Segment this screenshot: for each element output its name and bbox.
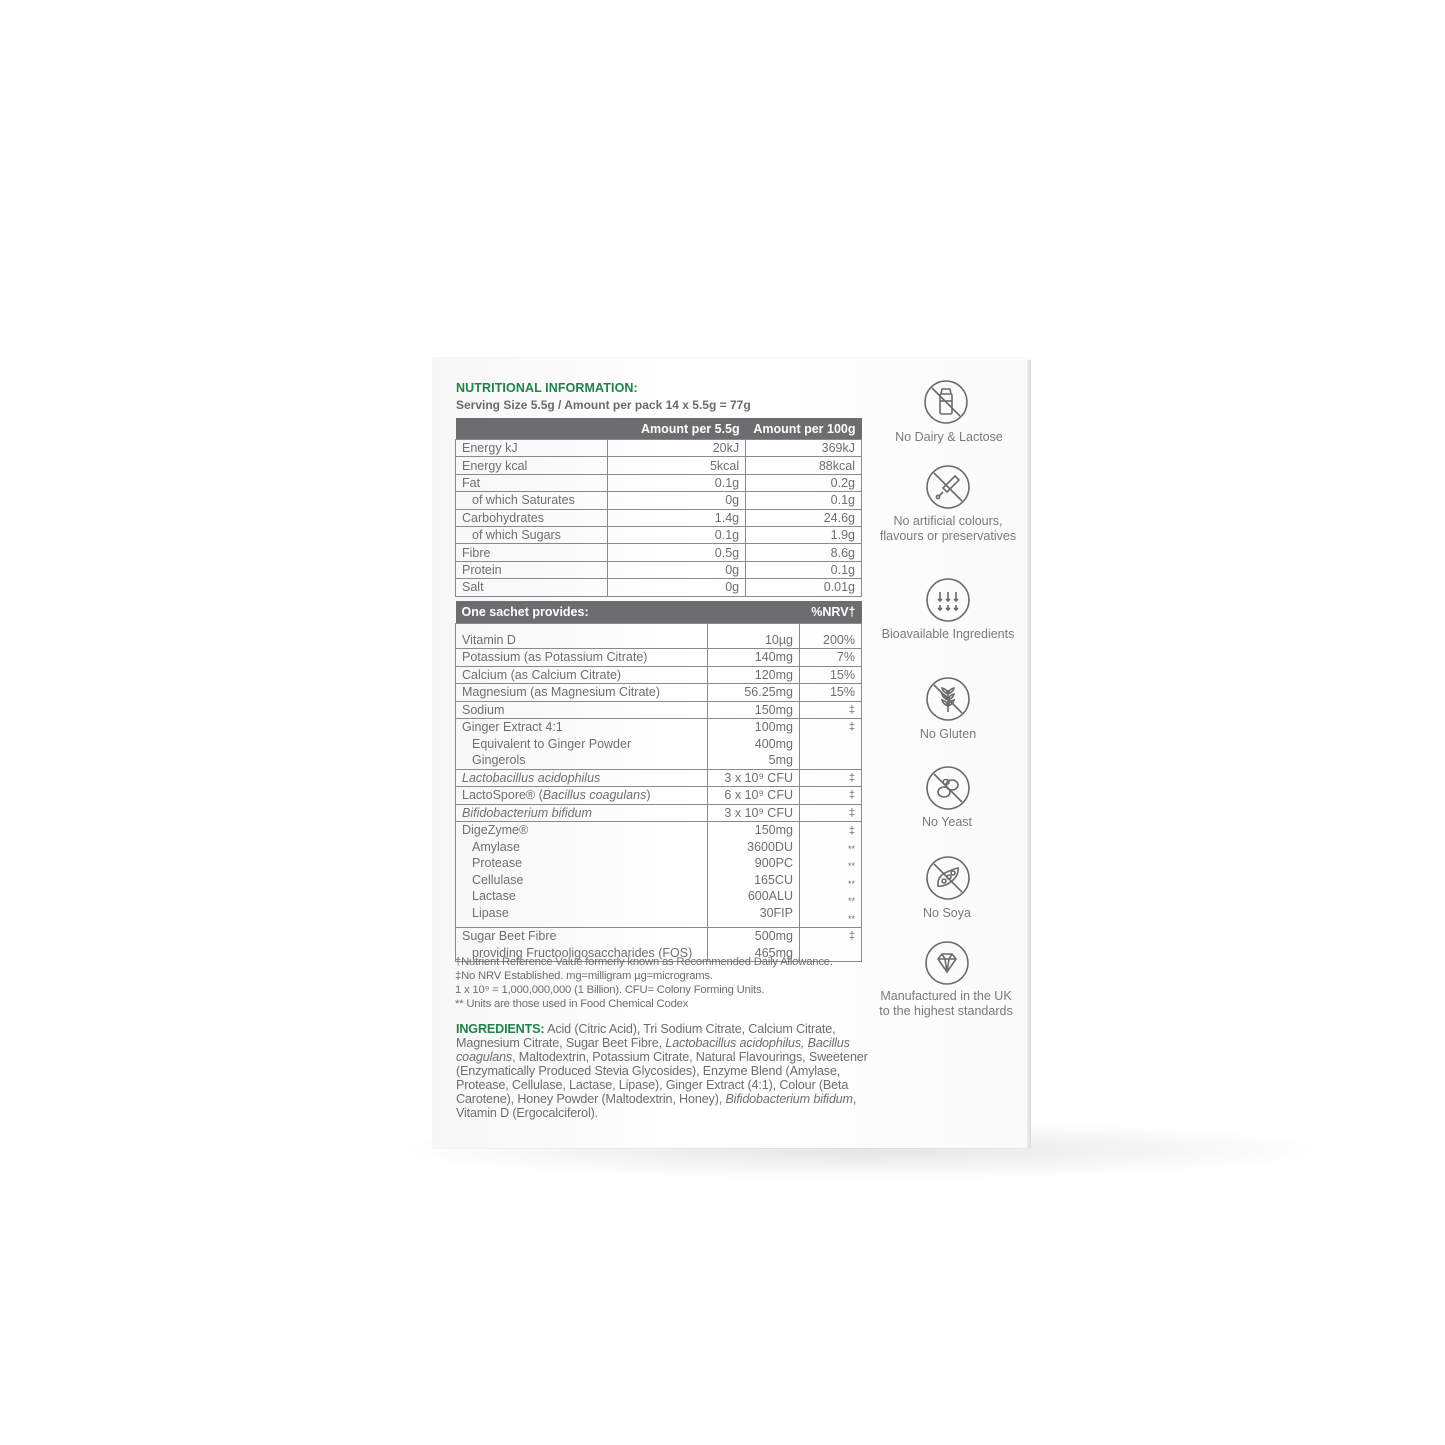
table-row — [456, 649, 862, 667]
row-value: 150mg — [708, 701, 800, 719]
enzyme-label: Amylase — [472, 839, 520, 854]
row-value: 1.9g — [746, 526, 862, 543]
enzyme-amount: 600ALU — [747, 889, 793, 903]
row-value: 5kcal — [608, 457, 746, 474]
table-row — [456, 440, 862, 457]
nutrition-heading: NUTRITIONAL INFORMATION: — [456, 381, 638, 395]
serving-size: Serving Size 5.5g / Amount per pack 14 x 5.5g = 77g — [456, 398, 751, 412]
row-value: 140mg — [708, 649, 800, 667]
footnotes — [455, 955, 833, 1011]
row-nrv: 7% — [800, 649, 862, 667]
row-nrv: ‡ — [800, 769, 862, 787]
enzyme-amount: 30FIP — [759, 905, 793, 920]
header-per-serving: Amount per 5.5g — [608, 418, 746, 440]
row-nrv: ‡ — [800, 804, 862, 822]
enzyme-nrv: ** — [847, 896, 855, 906]
row-label: Bifidobacterium bifidum — [456, 804, 708, 822]
ginger-equivalent-amount: 400mg — [754, 736, 793, 751]
row-value: 0.1g — [608, 526, 746, 543]
row-value: 0g — [608, 561, 746, 578]
row-label — [456, 787, 708, 805]
table-row — [456, 457, 862, 474]
nutrition-table — [455, 418, 862, 597]
no-artificial-icon — [925, 464, 971, 510]
table-row — [456, 474, 862, 491]
enzyme-label: Lipase — [472, 905, 509, 920]
row-value: 3 x 10⁹ CFU — [708, 804, 800, 822]
enzyme-label: Lactase — [472, 889, 516, 903]
row-label: Salt — [456, 579, 608, 596]
badge-label: No Gluten — [919, 727, 977, 741]
box-side-edge — [1027, 360, 1031, 1148]
row-nrv: ‡ — [800, 928, 862, 962]
row-value: 0.5g — [608, 544, 746, 561]
nrv-header: %NRV† — [800, 601, 862, 624]
row-label — [456, 719, 708, 770]
row-label: Protein — [456, 561, 608, 578]
footnote: 1 x 10⁹ = 1,000,000,000 (1 Billion). CFU= Colony Forming Units. — [455, 984, 765, 996]
row-value — [708, 822, 800, 928]
ingredients-italic: Bifidobacterium bifidum — [725, 1092, 853, 1106]
row-value: 0.1g — [608, 474, 746, 491]
ginger-amount: 100mg — [754, 720, 793, 734]
digezyme-amount: 150mg — [754, 823, 793, 837]
sachet-table — [455, 601, 862, 962]
row-value: 0.01g — [746, 579, 862, 596]
sugar-beet-amount: 500mg — [754, 929, 793, 943]
table-row — [456, 719, 862, 770]
digezyme-label: DigeZyme® — [462, 823, 529, 837]
lactospore-close: ) — [646, 788, 651, 802]
row-value: 10µg — [708, 632, 800, 649]
no-dairy-icon — [923, 379, 969, 425]
badge-label: No Soya — [923, 906, 971, 920]
no-yeast-icon — [925, 765, 971, 811]
row-label — [456, 822, 708, 928]
digezyme-nrv: ‡ — [848, 825, 855, 837]
row-value: 369kJ — [746, 440, 862, 457]
row-label: Energy kcal — [456, 457, 608, 474]
table-row — [456, 684, 862, 702]
table-row — [456, 632, 862, 649]
table-row — [456, 509, 862, 526]
row-value: 0g — [608, 492, 746, 509]
sugar-beet-label: Sugar Beet Fibre — [462, 929, 557, 943]
footnote: ** Units are those used in Food Chemical Codex — [455, 998, 689, 1010]
row-value: 6 x 10⁹ CFU — [708, 787, 800, 805]
lactospore-species: Bacillus coagulans — [542, 788, 647, 802]
ingredients-text — [456, 1022, 886, 1120]
row-label: Fat — [456, 474, 608, 491]
ingredients-italic: Lactobacillus acidophilus, Bacillus coagulans — [456, 1036, 850, 1064]
row-nrv — [800, 822, 862, 928]
row-nrv: ‡ — [800, 701, 862, 719]
row-label: of which Sugars — [456, 526, 608, 543]
row-label: Potassium (as Potassium Citrate) — [456, 649, 708, 667]
enzyme-nrv: ** — [847, 843, 855, 854]
badge-label: No Dairy & Lactose — [895, 430, 1003, 444]
table-row — [456, 666, 862, 684]
fos-label: providing Fructooligosaccharides (FOS) — [472, 945, 693, 960]
table-row — [456, 769, 862, 787]
diamond-icon — [924, 940, 970, 986]
row-value: 0.1g — [746, 492, 862, 509]
row-value — [708, 719, 800, 770]
table-row — [456, 787, 862, 805]
row-label: Lactobacillus acidophilus — [456, 769, 708, 787]
enzyme-nrv: ** — [847, 913, 855, 924]
row-nrv: 200% — [800, 632, 862, 649]
row-value: 1.4g — [608, 509, 746, 526]
box-reflection — [433, 1152, 1030, 1272]
row-label: Sodium — [456, 701, 708, 719]
enzyme-amount: 165CU — [754, 872, 793, 887]
table-row — [456, 492, 862, 509]
lactospore-label: LactoSpore® ( — [462, 788, 543, 802]
row-label: Energy kJ — [456, 440, 608, 457]
table-row — [456, 624, 862, 632]
row-label: Calcium (as Calcium Citrate) — [456, 666, 708, 684]
table-row — [456, 701, 862, 719]
ginger-equivalent-label: Equivalent to Ginger Powder — [472, 736, 632, 751]
row-nrv: ‡ — [800, 719, 862, 770]
ginger-label: Ginger Extract 4:1 — [462, 720, 563, 734]
row-value: 0.1g — [746, 561, 862, 578]
table-row — [456, 579, 862, 596]
badge-label: No artificial colours, flavours or preservatives — [879, 514, 1017, 543]
no-soya-icon — [925, 855, 971, 901]
table-row — [456, 561, 862, 578]
table-row — [456, 544, 862, 561]
badge-label: No Yeast — [921, 815, 973, 829]
enzyme-label: Cellulase — [472, 872, 524, 887]
row-value: 0.2g — [746, 474, 862, 491]
row-value: 88kcal — [746, 457, 862, 474]
table-row — [456, 526, 862, 543]
enzyme-amount: 900PC — [754, 856, 793, 870]
enzyme-amount: 3600DU — [747, 839, 793, 854]
ingredients-part: , Maltodextrin, Potassium Citrate, Natural Flavourings, Sweetener (Enzymatically Produced Stevia Glycosides), Enzyme Blend (Amylase, Protease, Cellulase, Lactase, Lipase), Ginger Extract (4:1), Colour (Beta Carotene), Honey Powder (Maltodextrin, Honey), — [456, 1050, 868, 1106]
row-nrv: 15% — [800, 684, 862, 702]
row-label: of which Saturates — [456, 492, 608, 509]
row-nrv: ‡ — [800, 787, 862, 805]
fos-amount: 465mg — [754, 945, 793, 960]
row-value: 3 x 10⁹ CFU — [708, 769, 800, 787]
footnote: ‡No NRV Established. mg=milligram µg=micrograms. — [455, 970, 713, 982]
row-value: 0g — [608, 579, 746, 596]
badge-label: Bioavailable Ingredients — [881, 627, 1015, 641]
gingerols-amount: 5mg — [768, 753, 793, 767]
badge-label: Manufactured in the UK to the highest standards — [879, 989, 1013, 1018]
row-value: 120mg — [708, 666, 800, 684]
bioavailable-icon — [925, 577, 971, 623]
gingerols-label: Gingerols — [472, 753, 526, 767]
ingredients-label: INGREDIENTS: — [456, 1022, 545, 1036]
row-value: 56.25mg — [708, 684, 800, 702]
footnote: †Nutrient Reference Value formerly known as Recommended Daily Allowance. — [455, 956, 833, 968]
row-label: Vitamin D — [456, 632, 708, 649]
table-row — [456, 822, 862, 928]
sachet-table-header — [456, 601, 862, 624]
row-label: Fibre — [456, 544, 608, 561]
enzyme-nrv: ** — [847, 861, 855, 871]
row-label: Carbohydrates — [456, 509, 608, 526]
enzyme-nrv: ** — [847, 878, 855, 889]
header-blank — [456, 418, 608, 440]
ingredients-part: , Vitamin D (Ergocalciferol). — [456, 1092, 857, 1120]
row-value: 20kJ — [608, 440, 746, 457]
ingredients-part: Acid (Citric Acid), Tri Sodium Citrate, Calcium Citrate, Magnesium Citrate, Sugar Beet Fibre, — [456, 1022, 836, 1050]
header-per-100g: Amount per 100g — [746, 418, 862, 440]
row-nrv: 15% — [800, 666, 862, 684]
nutrition-table-header — [456, 418, 862, 440]
row-label: Magnesium (as Magnesium Citrate) — [456, 684, 708, 702]
no-gluten-icon — [925, 676, 971, 722]
row-value: 24.6g — [746, 509, 862, 526]
sachet-header: One sachet provides: — [456, 601, 800, 624]
table-row — [456, 804, 862, 822]
enzyme-label: Protease — [472, 856, 523, 870]
row-value: 8.6g — [746, 544, 862, 561]
